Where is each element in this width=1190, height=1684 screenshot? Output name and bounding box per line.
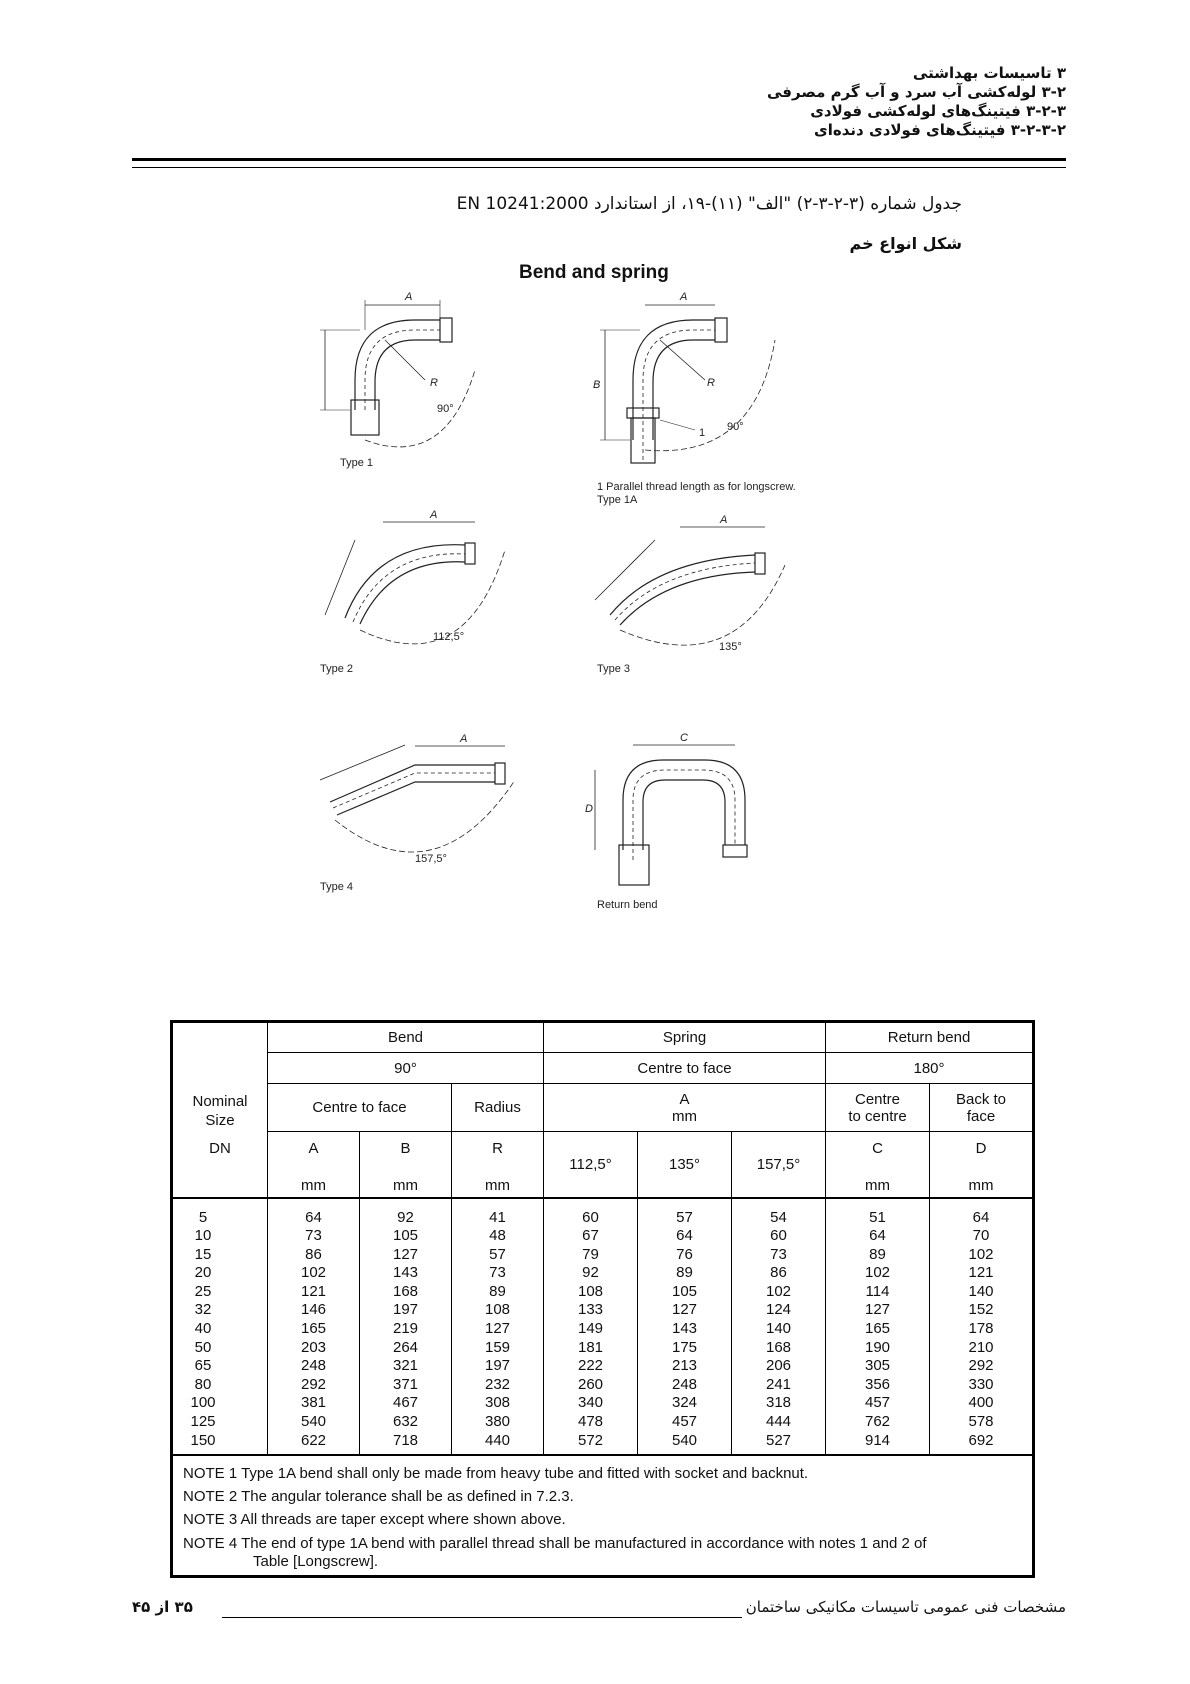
table-cell: 51 xyxy=(869,1208,886,1226)
header-line-2: ۳-۲ لوله‌کشی آب سرد و آب گرم مصرفی xyxy=(766,83,1066,101)
type3-label: Type 3 xyxy=(597,663,631,675)
col-b-header: B mm xyxy=(360,1132,452,1198)
header-rule xyxy=(132,158,1066,168)
table-cell: 206 xyxy=(765,1357,792,1375)
return-bend-header: Return bend xyxy=(826,1022,1034,1053)
table-cell: 159 xyxy=(484,1338,511,1356)
table-cell: 165 xyxy=(300,1320,327,1338)
table-caption: جدول شماره (۳-۲-۳-۲) "الف" (۱۱)-۱۹، از استاندارد EN 10241:2000 xyxy=(456,194,962,214)
table-cell: 578 xyxy=(968,1413,994,1431)
type4-label: Type 4 xyxy=(320,881,354,893)
return-bend-label: Return bend xyxy=(597,899,658,911)
b-column xyxy=(360,1198,452,1456)
type1a-label: Type 1A xyxy=(597,494,638,506)
bend-header: Bend xyxy=(268,1022,544,1053)
col-112-header: 112,5° xyxy=(544,1132,638,1198)
radius-header: Radius xyxy=(452,1084,544,1132)
table-cell: 197 xyxy=(392,1301,419,1319)
angle-112: 112,5° xyxy=(433,631,465,643)
spring-157-column xyxy=(732,1198,826,1456)
type2-drawing xyxy=(325,522,505,644)
table-cell: 80 xyxy=(194,1375,212,1393)
table-cell: 540 xyxy=(300,1413,327,1431)
c-column xyxy=(826,1198,930,1456)
return-180-header: 180° xyxy=(826,1053,1034,1084)
table-cell: 168 xyxy=(765,1338,792,1356)
table-cell: 92 xyxy=(397,1208,414,1226)
table-cell: 467 xyxy=(392,1394,419,1412)
type3-drawing xyxy=(595,527,785,645)
dim-c: C xyxy=(680,732,688,744)
table-cell: 324 xyxy=(671,1394,698,1412)
table-cell: 25 xyxy=(194,1282,212,1300)
dim-a-1: A xyxy=(405,291,413,303)
figure-subcaption: شکل انواع خم xyxy=(849,234,962,253)
bend-diagram xyxy=(315,291,875,1000)
type1-drawing xyxy=(320,300,475,447)
dim-a-2: A xyxy=(680,291,688,303)
note-3: NOTE 3 All threads are taper except where shown above. xyxy=(183,1511,566,1529)
table-cell: 73 xyxy=(770,1245,787,1263)
table-cell: 70 xyxy=(972,1227,990,1245)
table-cell: 79 xyxy=(582,1245,599,1263)
table-cell: 89 xyxy=(676,1264,693,1282)
table-cell: 540 xyxy=(671,1431,698,1449)
dim-a-4: A xyxy=(720,514,728,526)
table-cell: 127 xyxy=(484,1320,511,1338)
table-cell: 57 xyxy=(489,1245,506,1263)
spring-135-column xyxy=(638,1198,732,1456)
note-1: NOTE 1 Type 1A bend shall only be made from heavy tube and fitted with socket and backnut. xyxy=(183,1465,809,1483)
col-a-header: A mm xyxy=(268,1132,360,1198)
table-cell: 440 xyxy=(484,1431,511,1449)
table-cell: 178 xyxy=(968,1320,994,1338)
table-cell: 692 xyxy=(968,1431,994,1449)
d-column xyxy=(930,1198,1034,1456)
type1a-note: 1 Parallel thread length as for longscrew. xyxy=(597,481,796,493)
table-cell: 914 xyxy=(865,1431,891,1449)
table-cell: 305 xyxy=(865,1357,891,1375)
table-cell: 54 xyxy=(770,1208,787,1226)
footer-title: مشخصات فنی عمومی تاسیسات مکانیکی ساختمان xyxy=(745,1598,1066,1616)
table-cell: 380 xyxy=(484,1413,511,1431)
centre-to-face-header: Centre to face xyxy=(268,1084,452,1132)
table-cell: 73 xyxy=(305,1227,322,1245)
dimensions-table xyxy=(170,1020,1035,1578)
table-cell: 5 xyxy=(198,1208,208,1226)
table-cell: 632 xyxy=(392,1413,419,1431)
table-cell: 168 xyxy=(392,1282,419,1300)
table-cell: 127 xyxy=(865,1301,891,1319)
table-cell: 248 xyxy=(671,1375,698,1393)
table-cell: 175 xyxy=(671,1338,698,1356)
bend-types-figure xyxy=(315,291,875,1000)
angle-135: 135° xyxy=(719,641,742,653)
bend-90-header: 90° xyxy=(268,1053,544,1084)
table-cell: 124 xyxy=(765,1301,792,1319)
table-cell: 140 xyxy=(765,1320,792,1338)
table-cell: 73 xyxy=(489,1264,506,1282)
return-bend-drawing xyxy=(595,745,747,885)
dim-r-2: R xyxy=(707,377,715,389)
table-cell: 762 xyxy=(865,1413,891,1431)
table-cell: 20 xyxy=(194,1264,212,1282)
nominal-size-header: Nominal Size xyxy=(172,1022,268,1132)
table-cell: 264 xyxy=(392,1338,419,1356)
col-r-header: R mm xyxy=(452,1132,544,1198)
table-cell: 292 xyxy=(968,1357,994,1375)
table-cell: 457 xyxy=(671,1413,698,1431)
table-cell: 165 xyxy=(865,1320,891,1338)
table-cell: 371 xyxy=(392,1375,419,1393)
dn-header: DN xyxy=(172,1132,268,1198)
angle-90-1: 90° xyxy=(437,403,454,415)
table-cell: 89 xyxy=(869,1245,886,1263)
table-cell: 478 xyxy=(577,1413,604,1431)
spring-header: Spring xyxy=(544,1022,826,1053)
spring-ctf-header: Centre to face xyxy=(544,1053,826,1084)
table-cell: 105 xyxy=(671,1282,698,1300)
callout-1: 1 xyxy=(699,427,706,439)
note-4-continued: Table [Longscrew]. xyxy=(253,1553,379,1571)
table-cell: 64 xyxy=(972,1208,990,1226)
table-cell: 102 xyxy=(765,1282,792,1300)
type1-label: Type 1 xyxy=(340,457,374,469)
table-cell: 340 xyxy=(577,1394,604,1412)
dimensions-table-wrapper xyxy=(170,1020,1030,1578)
table-cell: 213 xyxy=(671,1357,698,1375)
table-cell: 232 xyxy=(484,1375,511,1393)
table-cell: 114 xyxy=(865,1282,890,1300)
table-cell: 57 xyxy=(676,1208,693,1226)
table-cell: 65 xyxy=(194,1357,212,1375)
type2-label: Type 2 xyxy=(320,663,354,675)
table-cell: 444 xyxy=(765,1413,792,1431)
table-cell: 356 xyxy=(865,1375,891,1393)
spring-a-mm-header: A mm xyxy=(544,1084,826,1132)
table-cell: 60 xyxy=(770,1227,787,1245)
table-cell: 10 xyxy=(194,1227,212,1245)
table-cell: 146 xyxy=(300,1301,327,1319)
table-cell: 86 xyxy=(305,1245,322,1263)
table-cell: 308 xyxy=(484,1394,511,1412)
header-line-3: ۳-۲-۳ فیتینگ‌های لوله‌کشی فولادی xyxy=(810,102,1066,120)
table-cell: 181 xyxy=(577,1338,604,1356)
table-cell: 60 xyxy=(582,1208,599,1226)
table-cell: 102 xyxy=(300,1264,327,1282)
table-cell: 321 xyxy=(392,1357,419,1375)
table-cell: 260 xyxy=(577,1375,604,1393)
table-notes xyxy=(172,1455,1034,1577)
table-cell: 121 xyxy=(968,1264,994,1282)
dim-a-5: A xyxy=(460,733,468,745)
table-cell: 108 xyxy=(577,1282,604,1300)
table-cell: 241 xyxy=(765,1375,792,1393)
table-cell: 40 xyxy=(194,1320,212,1338)
col-c-header: C mm xyxy=(826,1132,930,1198)
table-cell: 143 xyxy=(671,1320,698,1338)
col-135-header: 135° xyxy=(638,1132,732,1198)
col-157-header: 157,5° xyxy=(732,1132,826,1198)
table-cell: 127 xyxy=(671,1301,698,1319)
note-4: NOTE 4 The end of type 1A bend with parallel thread shall be manufactured in accordance with notes 1 and 2 of xyxy=(183,1535,927,1553)
table-cell: 292 xyxy=(300,1375,327,1393)
table-cell: 100 xyxy=(190,1394,216,1412)
table-cell: 102 xyxy=(865,1264,891,1282)
table-cell: 121 xyxy=(300,1282,327,1300)
page-number: ۳۵ از ۴۵ xyxy=(132,1598,193,1616)
dim-r-1: R xyxy=(430,377,438,389)
dim-b: B xyxy=(593,379,601,391)
table-cell: 41 xyxy=(489,1208,506,1226)
figure-title: Bend and spring xyxy=(519,262,669,283)
table-cell: 152 xyxy=(968,1301,994,1319)
table-cell: 64 xyxy=(676,1227,693,1245)
table-cell: 381 xyxy=(300,1394,327,1412)
table-cell: 108 xyxy=(484,1301,511,1319)
r-column xyxy=(452,1198,544,1456)
table-cell: 105 xyxy=(392,1227,419,1245)
table-cell: 64 xyxy=(305,1208,322,1226)
table-cell: 32 xyxy=(194,1301,212,1319)
table-cell: 330 xyxy=(968,1375,994,1393)
table-cell: 64 xyxy=(869,1227,886,1245)
footer-rule xyxy=(222,1617,742,1618)
back-to-face-header: Back to face xyxy=(930,1084,1034,1132)
table-cell: 457 xyxy=(865,1394,891,1412)
table-cell: 50 xyxy=(194,1338,212,1356)
table-cell: 219 xyxy=(392,1320,419,1338)
table-cell: 203 xyxy=(300,1338,327,1356)
table-cell: 622 xyxy=(300,1431,327,1449)
table-cell: 92 xyxy=(582,1264,599,1282)
spring-112-column xyxy=(544,1198,638,1456)
header-line-1: ۳ تاسیسات بهداشتی xyxy=(912,64,1066,82)
angle-90-2: 90° xyxy=(727,421,744,433)
table-cell: 400 xyxy=(968,1394,994,1412)
table-cell: 527 xyxy=(765,1431,792,1449)
table-cell: 86 xyxy=(770,1264,787,1282)
type4-drawing xyxy=(320,745,515,852)
table-cell: 127 xyxy=(392,1245,419,1263)
table-cell: 149 xyxy=(577,1320,604,1338)
dn-column xyxy=(172,1198,268,1456)
table-cell: 125 xyxy=(190,1413,216,1431)
table-cell: 140 xyxy=(968,1282,994,1300)
dim-a-3: A xyxy=(430,509,438,521)
page-header xyxy=(767,64,1066,140)
table-cell: 67 xyxy=(582,1227,599,1245)
angle-157: 157,5° xyxy=(415,853,447,865)
table-cell: 197 xyxy=(484,1357,511,1375)
table-cell: 248 xyxy=(300,1357,327,1375)
table-cell: 190 xyxy=(865,1338,891,1356)
header-line-4: ۳-۲-۳-۲ فیتینگ‌های فولادی دنده‌ای xyxy=(813,121,1066,139)
table-cell: 210 xyxy=(968,1338,994,1356)
a-column xyxy=(268,1198,360,1456)
col-d-header: D mm xyxy=(930,1132,1034,1198)
table-cell: 143 xyxy=(392,1264,419,1282)
dim-d: D xyxy=(585,803,593,815)
table-cell: 150 xyxy=(190,1431,216,1449)
table-cell: 48 xyxy=(489,1227,506,1245)
table-cell: 318 xyxy=(765,1394,792,1412)
table-cell: 718 xyxy=(392,1431,419,1449)
table-cell: 222 xyxy=(577,1357,604,1375)
table-cell: 89 xyxy=(489,1282,506,1300)
note-2: NOTE 2 The angular tolerance shall be as defined in 7.2.3. xyxy=(183,1488,574,1506)
table-cell: 572 xyxy=(577,1431,604,1449)
table-cell: 15 xyxy=(194,1245,212,1263)
table-cell: 133 xyxy=(577,1301,604,1319)
table-cell: 102 xyxy=(968,1245,994,1263)
centre-to-centre-header: Centre to centre xyxy=(826,1084,930,1132)
type1a-drawing xyxy=(600,305,775,463)
table-cell: 76 xyxy=(676,1245,693,1263)
